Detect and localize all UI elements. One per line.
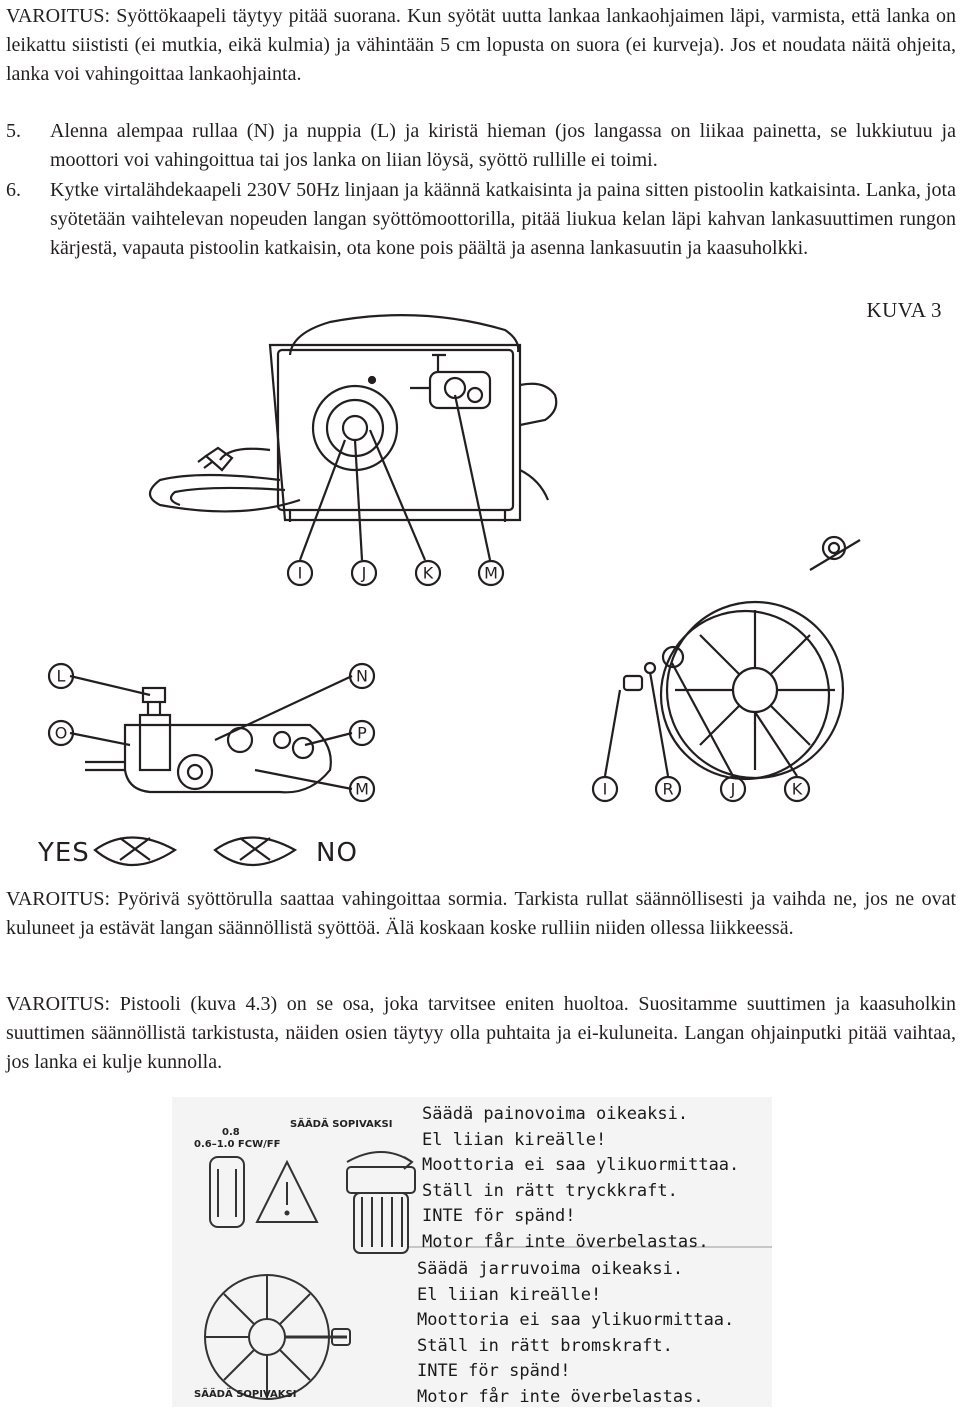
pressure-line: INTE för spänd!: [422, 1206, 576, 1226]
brake-line: Säädä jarruvoima oikeaksi.: [417, 1259, 684, 1279]
brake-line: INTE för spänd!: [417, 1361, 571, 1381]
step-text: Alenna alempaa rullaa (N) ja nuppia (L) ja kiristä hieman (jos langassa on liikaa painetta, se lukkiutuu ja moottori voi vahingoittua tai jos lanka on liian löysä, syöttö rullille ei toimi.: [50, 120, 956, 171]
feeder-label-p: P: [357, 723, 367, 743]
spool-label-k: K: [791, 779, 803, 799]
pressure-line: Moottoria ei saa ylikuormittaa.: [422, 1155, 740, 1175]
feeder-label-o: O: [54, 723, 68, 743]
spool-detail-drawing: [605, 537, 860, 779]
brake-line: El liian kireälle!: [417, 1284, 602, 1305]
brake-instructions: [417, 1257, 734, 1410]
pressure-line: El liian kireälle!: [422, 1129, 607, 1150]
brake-line: Motor får inte överbelastas.: [417, 1386, 704, 1407]
welder-machine-drawing: [150, 315, 556, 522]
machine-label-i: I: [297, 563, 303, 583]
figure-caption: KUVA 3: [866, 298, 942, 322]
step-number: 5.: [6, 120, 21, 142]
feeder-detail-drawing: [70, 676, 352, 792]
intro-warning: VAROITUS: Syöttökaapeli täytyy pitää suorana. Kun syötät uutta lankaa lankaohjaimen läpi, varmista, että lanka on leikattu siististi (ei mutkia, eikä kulmia) ja vähintään 5 cm lopusta on suora (ei kurveja). Jos et noudata näitä ohjeita, lanka voi vahingoittaa lankaohjainta.: [6, 5, 956, 85]
pressure-line: Motor får inte överbelastas.: [422, 1231, 709, 1252]
adjustment-sticker: [172, 1097, 772, 1407]
spool-label-r: R: [662, 779, 674, 799]
sticker-adjust-bottom: SÄÄDÄ SOPIVAKSI: [194, 1389, 297, 1400]
roller-profile-no: [215, 838, 295, 866]
machine-label-m: M: [484, 563, 498, 583]
pressure-line: Ställ in rätt tryckkraft.: [422, 1180, 678, 1201]
machine-label-j: J: [361, 563, 367, 583]
sticker-wire-size: 0.8: [222, 1127, 240, 1138]
roller-profile-yes: [95, 838, 175, 866]
step-text: Kytke virtalähdekaapeli 230V 50Hz linjaan ja käännä katkaisinta ja paina sitten pistoolin katkaisinta. Lanka, jota syötetään vaihtelevan nopeuden langan syöttömoottorilla, pitää liukua kelan läpi kahvan lankasuuttimen rungon kärjestä, vapauta pistoolin katkaisin, ota kone pois päältä ja asenna lankasuutin ja kaasuholkki.: [50, 179, 956, 259]
feeder-label-l: L: [56, 666, 66, 686]
feeder-label-m: M: [355, 779, 369, 799]
machine-label-k: K: [422, 563, 434, 583]
pressure-instructions: [422, 1102, 739, 1255]
spool-label-j: J: [730, 779, 736, 799]
warning-rollers: VAROITUS: Pyörivä syöttörulla saattaa vahingoittaa sormia. Tarkista rullat säännöllisesti ja vaihda ne, jos ne ovat kuluneet ja estävät langan säännöllistä syöttöä. Älä koskaan koske rulliin niiden ollessa liikkeessä.: [6, 888, 956, 939]
sticker-wire-spec: 0.6–1.0 FCW/FF: [194, 1139, 281, 1150]
brake-line: Moottoria ei saa ylikuormittaa.: [417, 1310, 735, 1330]
feeder-label-n: N: [356, 666, 368, 686]
warning-gun: VAROITUS: Pistooli (kuva 4.3) on se osa, joka tarvitsee eniten huoltoa. Suositamme suuttimen ja kaasuholkin suuttimen säännöllistä tarkistusta, näiden osien täytyy olla puhtaita ja ei-kuluneita. Langan ohjainputki pitää vaihtaa, jos lanka ei kulje kunnolla.: [6, 993, 956, 1073]
pressure-line: Säädä painovoima oikeaksi.: [422, 1104, 689, 1124]
brake-line: Ställ in rätt bromskraft.: [417, 1335, 673, 1356]
yes-label: YES: [38, 838, 90, 868]
step-number: 6.: [6, 179, 21, 201]
sticker-adjust-top: SÄÄDÄ SOPIVAKSI: [290, 1119, 393, 1130]
no-label: NO: [316, 838, 358, 868]
spool-label-i: I: [602, 779, 608, 799]
